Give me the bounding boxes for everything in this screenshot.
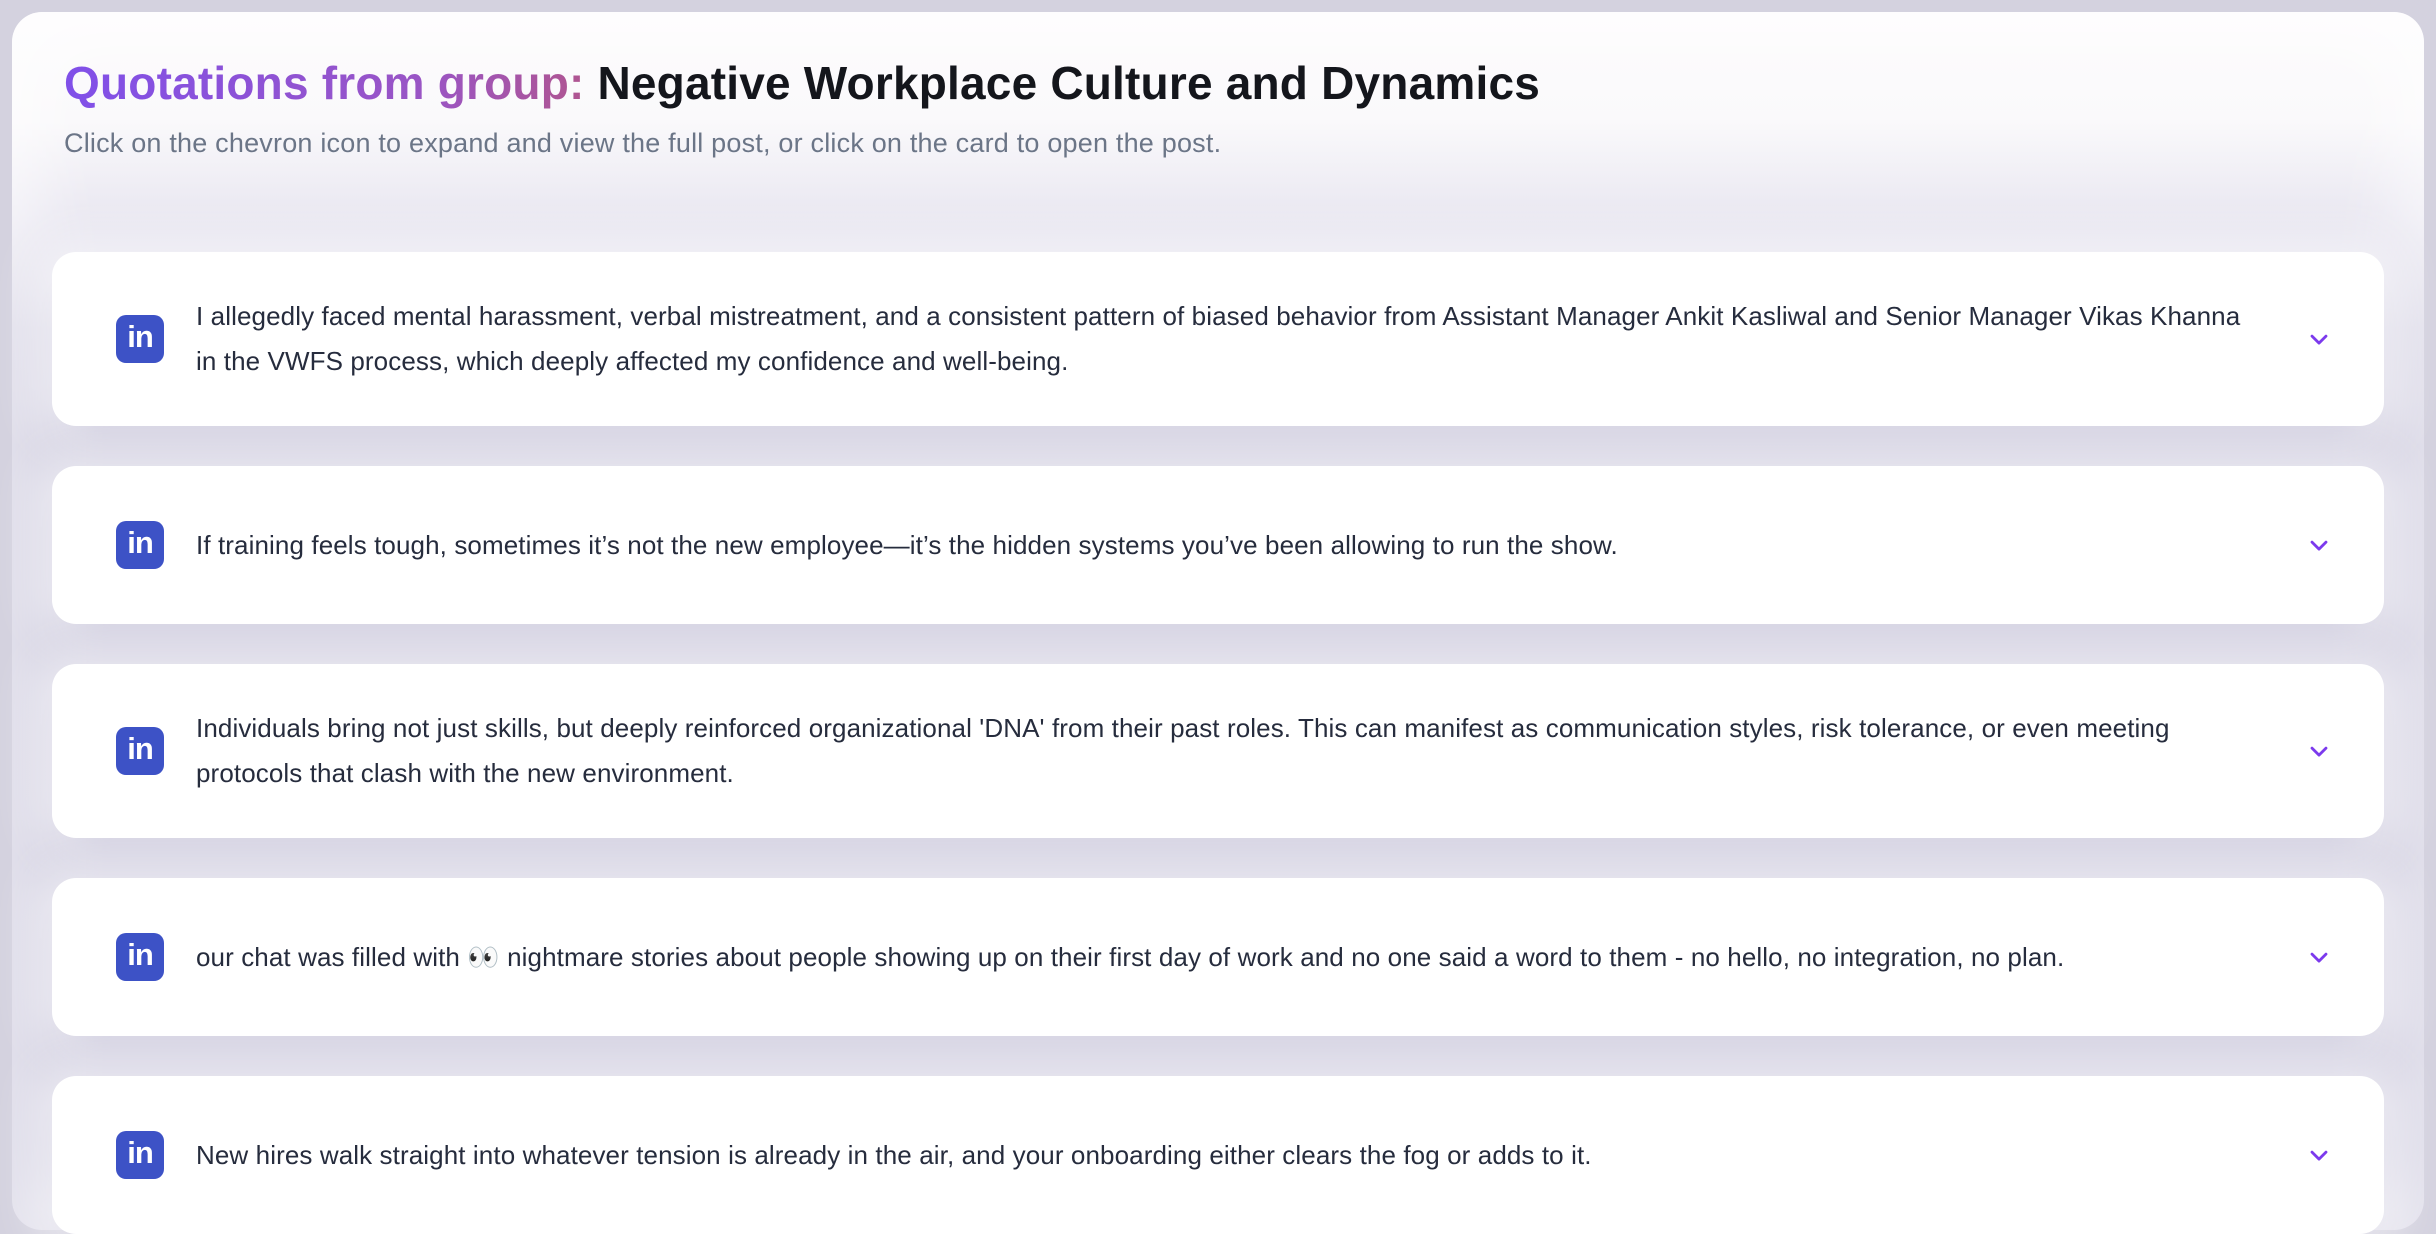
quote-text: New hires walk straight into whatever tension is already in the air, and your onboarding either clears the fog or adds to it. [196, 1133, 2304, 1178]
quote-card[interactable] [52, 1076, 2384, 1234]
chevron-down-icon[interactable] [2304, 736, 2334, 766]
quote-text: Individuals bring not just skills, but deeply reinforced organizational 'DNA' from their past roles. This can manifest as communication styles, risk tolerance, or even meeting protocols that clash with the new environment. [196, 706, 2304, 796]
quote-text: our chat was filled with 👀 nightmare stories about people showing up on their first day of work and no one said a word to them - no hello, no integration, no plan. [196, 935, 2304, 980]
linkedin-icon: in [116, 1131, 164, 1179]
chevron-down-icon[interactable] [2304, 942, 2334, 972]
page-title-group-name: Negative Workplace Culture and Dynamics [597, 57, 1540, 109]
quote-card-list [12, 252, 2424, 1234]
chevron-down-icon[interactable] [2304, 1140, 2334, 1170]
page-header [12, 12, 2424, 160]
page-title-prefix: Quotations from group: [64, 57, 585, 109]
linkedin-icon: in [116, 315, 164, 363]
linkedin-icon: in [116, 727, 164, 775]
page-title [64, 54, 2372, 112]
chevron-down-icon[interactable] [2304, 324, 2334, 354]
quote-text: If training feels tough, sometimes it’s not the new employee—it’s the hidden systems you’ve been allowing to run the show. [196, 523, 2304, 568]
quote-text: I allegedly faced mental harassment, verbal mistreatment, and a consistent pattern of biased behavior from Assistant Manager Ankit Kasliwal and Senior Manager Vikas Khanna in the VWFS process, which deeply affected my confidence and well-being. [196, 294, 2304, 384]
quote-card[interactable] [52, 252, 2384, 426]
quote-card[interactable] [52, 466, 2384, 624]
quote-card[interactable] [52, 664, 2384, 838]
page-subtitle: Click on the chevron icon to expand and view the full post, or click on the card to open the post. [64, 126, 2372, 160]
page-panel [12, 12, 2424, 1230]
quote-card[interactable] [52, 878, 2384, 1036]
linkedin-icon: in [116, 521, 164, 569]
linkedin-icon: in [116, 933, 164, 981]
chevron-down-icon[interactable] [2304, 530, 2334, 560]
